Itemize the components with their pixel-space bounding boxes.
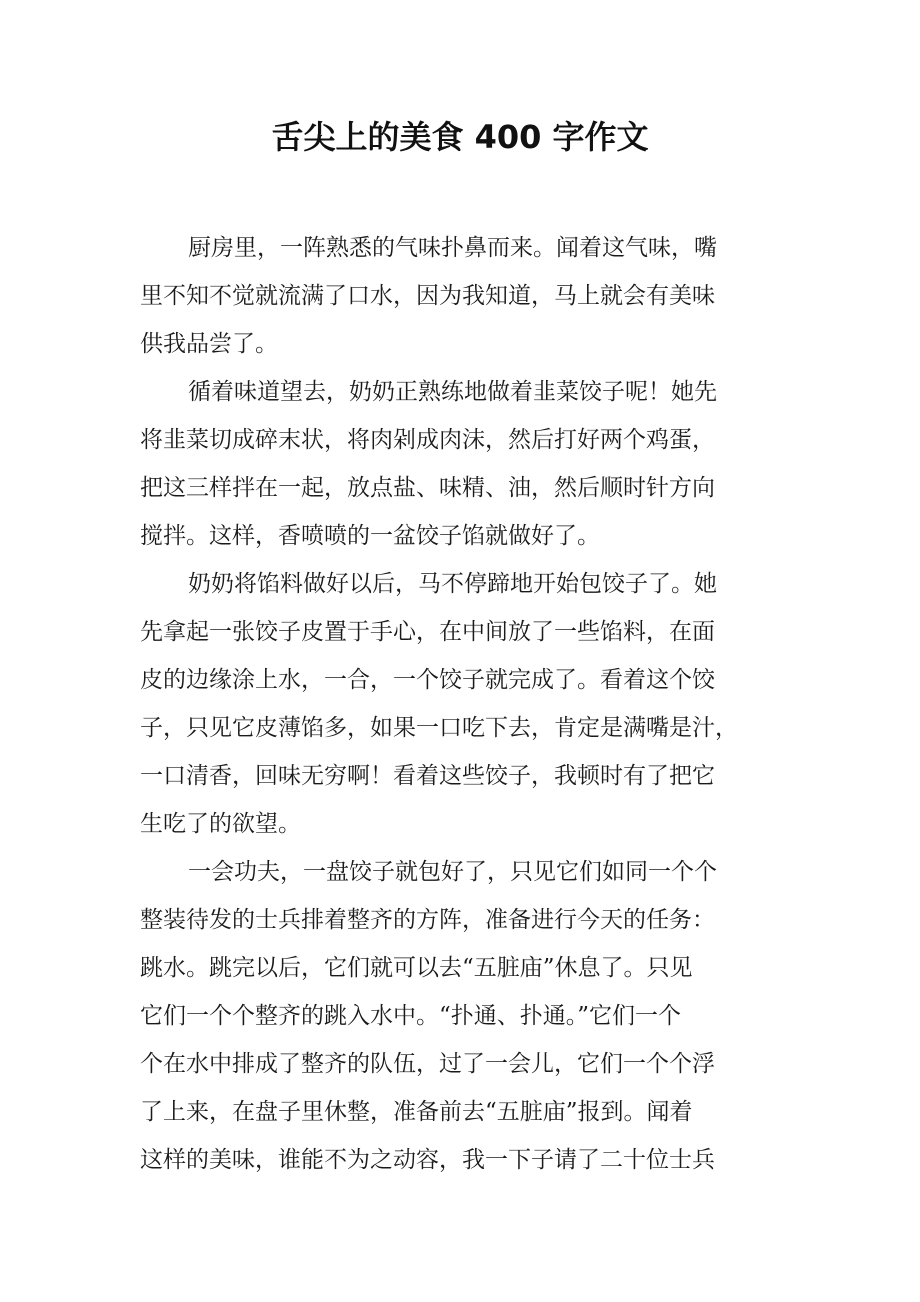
text-line: 奶奶将馅料做好以后，马不停蹄地开始包饺子了。她 <box>188 571 717 597</box>
text-line: 供我品尝了。 <box>140 331 278 357</box>
text-line: 子，只见它皮薄馅多，如果一口吃下去，肯定是满嘴是汁， <box>140 715 738 741</box>
text-line: 生吃了的欲望。 <box>140 811 301 837</box>
text-line: 个在水中排成了整齐的队伍，过了一会儿，它们一个个浮 <box>140 1051 715 1077</box>
document-title: 舌尖上的美食 400 字作文 <box>271 118 649 156</box>
text-line: 它们一个个整齐的跳入水中。“扑通、扑通。”它们一个 <box>140 1003 682 1029</box>
text-line: 循着味道望去，奶奶正熟练地做着韭菜饺子呢！她先 <box>188 379 717 405</box>
text-line: 里不知不觉就流满了口水，因为我知道，马上就会有美味 <box>140 283 715 309</box>
text-line: 把这三样拌在一起，放点盐、味精、油，然后顺时针方向 <box>140 475 715 501</box>
text-line: 皮的边缘涂上水，一合，一个饺子就完成了。看着这个饺 <box>140 667 715 693</box>
text-line: 厨房里，一阵熟悉的气味扑鼻而来。闻着这气味，嘴 <box>188 235 717 261</box>
text-line: 先拿起一张饺子皮置于手心，在中间放了一些馅料，在面 <box>140 619 715 645</box>
text-line: 跳水。跳完以后，它们就可以去“五脏庙”休息了。只见 <box>140 955 693 981</box>
text-line: 一口清香，回味无穷啊！看着这些饺子，我顿时有了把它 <box>140 763 715 789</box>
text-line: 这样的美味，谁能不为之动容，我一下子请了二十位士兵 <box>140 1147 715 1173</box>
essay-body <box>140 224 770 1184</box>
text-line: 搅拌。这样，香喷喷的一盆饺子馅就做好了。 <box>140 523 600 549</box>
text-line: 将韭菜切成碎末状，将肉剁成肉沫，然后打好两个鸡蛋， <box>140 427 715 453</box>
text-line: 了上来，在盘子里休整，准备前去“五脏庙”报到。闻着 <box>140 1099 693 1125</box>
text-line: 整装待发的士兵排着整齐的方阵，准备进行今天的任务： <box>140 907 715 933</box>
text-line: 一会功夫，一盘饺子就包好了，只见它们如同一个个 <box>188 859 717 885</box>
